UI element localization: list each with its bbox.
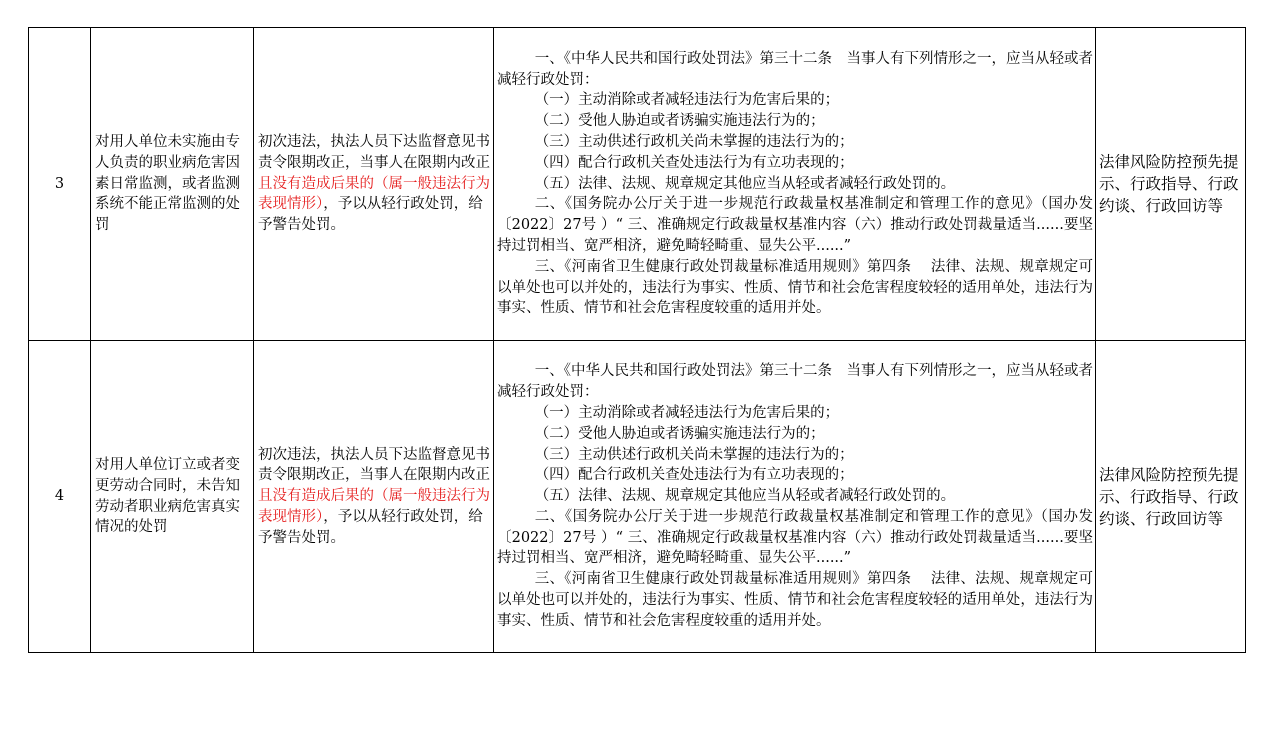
standard-text: 初次违法，执法人员下达监督意见书责令限期改正，当事人在限期内改正 [258, 134, 490, 171]
basis-law-intro: 一、《中华人民共和国行政处罚法》第三十二条 当事人有下列情形之一，应当从轻或者减轻行政处罚： [497, 50, 1093, 88]
basis-rule: 三、《河南省卫生健康行政处罚裁量标准适用规则》第四条 法律、法规、规章规定可以单处也可以并处的，违法行为事实、性质、情节和社会危害程度较轻的适用单处，违法行为事实、性质、情节和社会危害程度较重的适用并处。 [497, 258, 1093, 317]
basis-item: （三）主动供述行政机关尚未掌握的违法行为的； [534, 134, 854, 150]
legal-basis [494, 28, 1096, 341]
basis-item: （三）主动供述行政机关尚未掌握的违法行为的； [534, 446, 854, 463]
row-number: 3 [29, 28, 91, 341]
table-row [29, 341, 1246, 653]
violation-description: 对用人单位未实施由专人负责的职业病危害因素日常监测，或者监测系统不能正常监测的处罚 [91, 28, 254, 341]
discretion-standard-table [28, 27, 1246, 653]
basis-opinion: 二、《国务院办公厅关于进一步规范行政裁量权基准制定和管理工作的意见》（国办发〔2022〕27号 ）“ 三、准确规定行政裁量权基准内容（六）推动行政处罚裁量适当......要坚持过罚相当、宽严相济，避免畸轻畸重、显失公平......” [497, 196, 1093, 254]
basis-item: （四）配合行政机关查处违法行为有立功表现的； [534, 154, 854, 171]
basis-law-intro: 一、《中华人民共和国行政处罚法》第三十二条 当事人有下列情形之一，应当从轻或者减轻行政处罚： [497, 363, 1093, 401]
basis-opinion: 二、《国务院办公厅关于进一步规范行政裁量权基准制定和管理工作的意见》（国办发〔2022〕27号 ）“ 三、准确规定行政裁量权基准内容（六）推动行政处罚裁量适当......要坚持过罚相当、宽严相济，避免畸轻畸重、显失公平......” [497, 508, 1093, 567]
basis-item: （五）法律、法规、规章规定其他应当从轻或者减轻行政处罚的。 [534, 175, 956, 192]
row-number: 4 [29, 341, 91, 653]
basis-item: （二）受他人胁迫或者诱骗实施违法行为的； [534, 425, 825, 442]
standard-text-end: ，予以从轻行政处罚，给予警告处罚。 [258, 508, 483, 546]
discretion-standard [254, 28, 494, 341]
standard-text: 初次违法，执法人员下达监督意见书责令限期改正，当事人在限期内改正 [258, 446, 490, 484]
violation-description: 对用人单位订立或者变更劳动合同时，未告知劳动者职业病危害真实情况的处罚 [91, 341, 254, 653]
standard-text-end: ，予以从轻行政处罚，给予警告处罚。 [258, 196, 483, 234]
basis-rule: 三、《河南省卫生健康行政处罚裁量标准适用规则》第四条 法律、法规、规章规定可以单处也可以并处的，违法行为事实、性质、情节和社会危害程度较轻的适用单处，违法行为事实、性质、情节和社会危害程度较重的适用并处。 [497, 571, 1093, 629]
table-row [29, 28, 1246, 341]
basis-item: （一）主动消除或者减轻违法行为危害后果的； [534, 92, 840, 109]
discretion-standard [254, 341, 494, 653]
basis-item: （四）配合行政机关查处违法行为有立功表现的； [534, 467, 854, 484]
standard-highlight: 且没有造成后果的（属一般违法行为表现情形） [258, 488, 490, 525]
basis-item: （一）主动消除或者减轻违法行为危害后果的； [534, 404, 840, 421]
standard-highlight: 且没有造成后果的（属一般违法行为表现情形） [258, 175, 490, 213]
risk-measures: 法律风险防控预先提示、行政指导、行政约谈、行政回访等 [1096, 341, 1246, 653]
risk-measures: 法律风险防控预先提示、行政指导、行政约谈、行政回访等 [1096, 28, 1246, 341]
basis-item: （二）受他人胁迫或者诱骗实施违法行为的； [534, 113, 825, 130]
basis-item: （五）法律、法规、规章规定其他应当从轻或者减轻行政处罚的。 [534, 488, 956, 505]
legal-basis [494, 341, 1096, 653]
